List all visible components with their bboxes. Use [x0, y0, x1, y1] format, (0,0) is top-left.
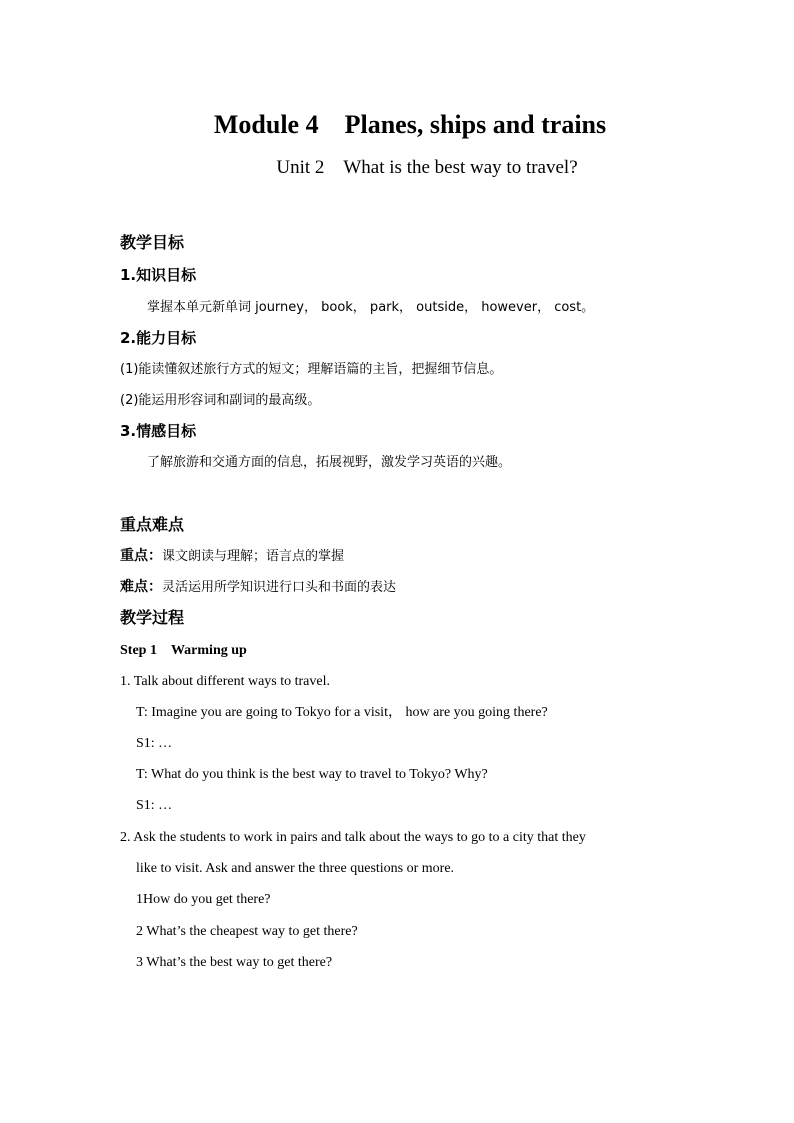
focus-text: 课文朗读与理解；语言点的掌握	[162, 549, 345, 564]
dialog-line-2: S1: …	[136, 736, 173, 751]
emotion-goals-heading: 3.情感目标	[120, 422, 197, 440]
ability-goals-heading: 2.能力目标	[120, 329, 197, 347]
knowledge-goals-text: 掌握本单元新单词 journey， book， park， outside， however， cost。	[147, 300, 595, 315]
difficulty-text: 灵活运用所学知识进行口头和书面的表达	[162, 580, 397, 595]
knowledge-goals-heading: 1.知识目标	[120, 266, 197, 284]
module-title: Module 4 Planes, ships and trains	[213, 110, 607, 139]
unit-subtitle: Unit 2 What is the best way to travel?	[276, 157, 578, 178]
ability-goal-item-2: (2)能运用形容词和副词的最高级。	[120, 393, 321, 408]
focus-label: 重点：	[120, 548, 162, 564]
key-points-heading: 重点难点	[120, 515, 185, 534]
process-item-2-line-2: like to visit. Ask and answer the three questions or more.	[136, 861, 455, 876]
process-item-1: 1. Talk about different ways to travel.	[120, 674, 330, 689]
teaching-goals-heading: 教学目标	[120, 233, 185, 252]
question-3: 3 What’s the best way to get there?	[136, 955, 333, 970]
question-1: 1How do you get there?	[136, 892, 271, 907]
process-item-2-line-1: 2. Ask the students to work in pairs and talk about the ways to go to a city that they	[120, 830, 586, 845]
emotion-goals-text: 了解旅游和交通方面的信息，拓展视野，激发学习英语的兴趣。	[147, 455, 512, 470]
dialog-line-3: T: What do you think is the best way to travel to Tokyo? Why?	[136, 767, 488, 782]
teaching-process-heading: 教学过程	[120, 608, 185, 627]
ability-goal-item-1: (1)能读懂叙述旅行方式的短文；理解语篇的主旨，把握细节信息。	[120, 362, 503, 377]
focus-line	[120, 546, 344, 567]
difficulty-line	[120, 577, 396, 598]
step-1-heading: Step 1 Warming up	[120, 643, 247, 658]
question-2: 2 What’s the cheapest way to get there?	[136, 924, 358, 939]
difficulty-label: 难点：	[120, 579, 162, 595]
dialog-line-4: S1: …	[136, 798, 173, 813]
dialog-line-1: T: Imagine you are going to Tokyo for a visit， how are you going there?	[136, 705, 548, 720]
